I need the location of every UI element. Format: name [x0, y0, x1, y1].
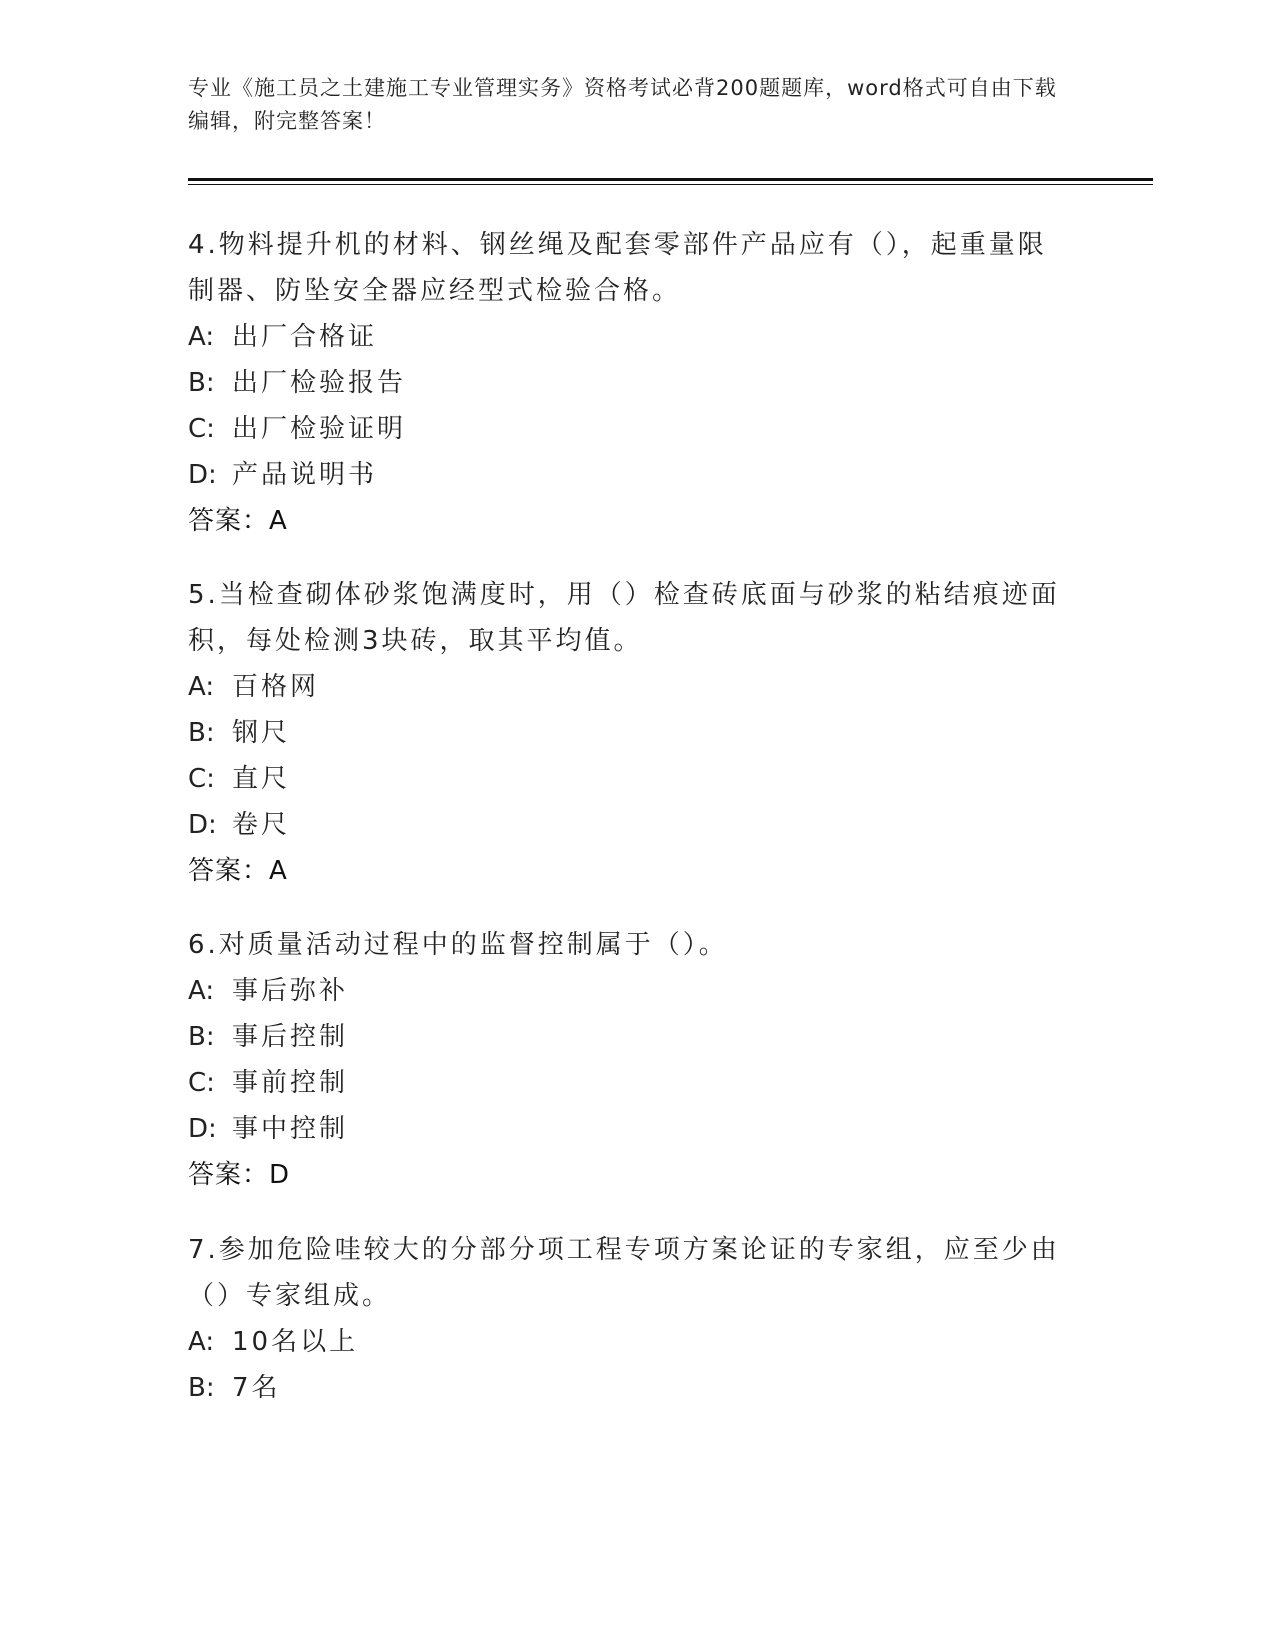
option-text: 钢尺 — [232, 718, 291, 748]
option-letter: A: — [188, 322, 215, 352]
option-text: 事后弥补 — [232, 976, 349, 1006]
option-b — [188, 1365, 1068, 1411]
option-text: 产品说明书 — [232, 460, 378, 490]
option-c — [188, 406, 1068, 452]
option-a — [188, 1319, 1068, 1365]
option-text: 出厂检验报告 — [232, 368, 407, 398]
option-letter: B: — [188, 1022, 215, 1052]
option-b — [188, 710, 1068, 756]
question-stem: 4.物料提升机的材料、钢丝绳及配套零部件产品应有（），起重量限制器、防坠安全器应经型式检验合格。 — [188, 230, 1047, 306]
option-a — [188, 664, 1068, 710]
option-a — [188, 314, 1068, 360]
header-rule-thin — [188, 184, 1153, 185]
option-letter: C: — [188, 1068, 215, 1098]
question-5 — [188, 572, 1068, 894]
option-letter: C: — [188, 414, 215, 444]
option-a — [188, 968, 1068, 1014]
option-text: 事后控制 — [232, 1022, 349, 1052]
option-text: 卷尺 — [232, 810, 291, 840]
option-letter: B: — [188, 1373, 215, 1403]
option-letter: B: — [188, 368, 215, 398]
option-d — [188, 802, 1068, 848]
answer-text: 答案：A — [188, 506, 288, 536]
option-letter: A: — [188, 672, 215, 702]
option-letter: D: — [188, 810, 217, 840]
question-4 — [188, 222, 1068, 544]
question-stem: 7.参加危险哇较大的分部分项工程专项方案论证的专家组，应至少由（）专家组成。 — [188, 1235, 1060, 1311]
option-d — [188, 1106, 1068, 1152]
option-text: 出厂合格证 — [232, 322, 378, 352]
option-text: 出厂检验证明 — [232, 414, 407, 444]
question-7 — [188, 1227, 1068, 1411]
option-text: 10名以上 — [232, 1327, 359, 1357]
question-6 — [188, 922, 1068, 1198]
option-letter: C: — [188, 764, 215, 794]
option-letter: D: — [188, 1114, 217, 1144]
option-text: 事中控制 — [232, 1114, 349, 1144]
option-letter: A: — [188, 1327, 215, 1357]
document-title: 专业《施工员之土建施工专业管理实务》资格考试必背200题题库，word格式可自由下载编辑，附完整答案！ — [188, 76, 1057, 133]
option-text: 直尺 — [232, 764, 291, 794]
question-stem: 6.对质量活动过程中的监督控制属于（）。 — [188, 930, 728, 960]
option-letter: D: — [188, 460, 217, 490]
option-b — [188, 1014, 1068, 1060]
option-letter: A: — [188, 976, 215, 1006]
header-rule-thick — [188, 178, 1153, 181]
option-c — [188, 756, 1068, 802]
option-text: 事前控制 — [232, 1068, 349, 1098]
option-b — [188, 360, 1068, 406]
option-letter: B: — [188, 718, 215, 748]
option-text: 7名 — [232, 1373, 281, 1403]
answer-text: 答案：A — [188, 856, 288, 886]
answer-text: 答案：D — [188, 1160, 291, 1190]
option-d — [188, 452, 1068, 498]
option-text: 百格网 — [232, 672, 320, 702]
option-c — [188, 1060, 1068, 1106]
question-stem: 5.当检查砌体砂浆饱满度时，用（）检查砖底面与砂浆的粘结痕迹面积，每处检测3块砖，取其平均值。 — [188, 580, 1060, 656]
